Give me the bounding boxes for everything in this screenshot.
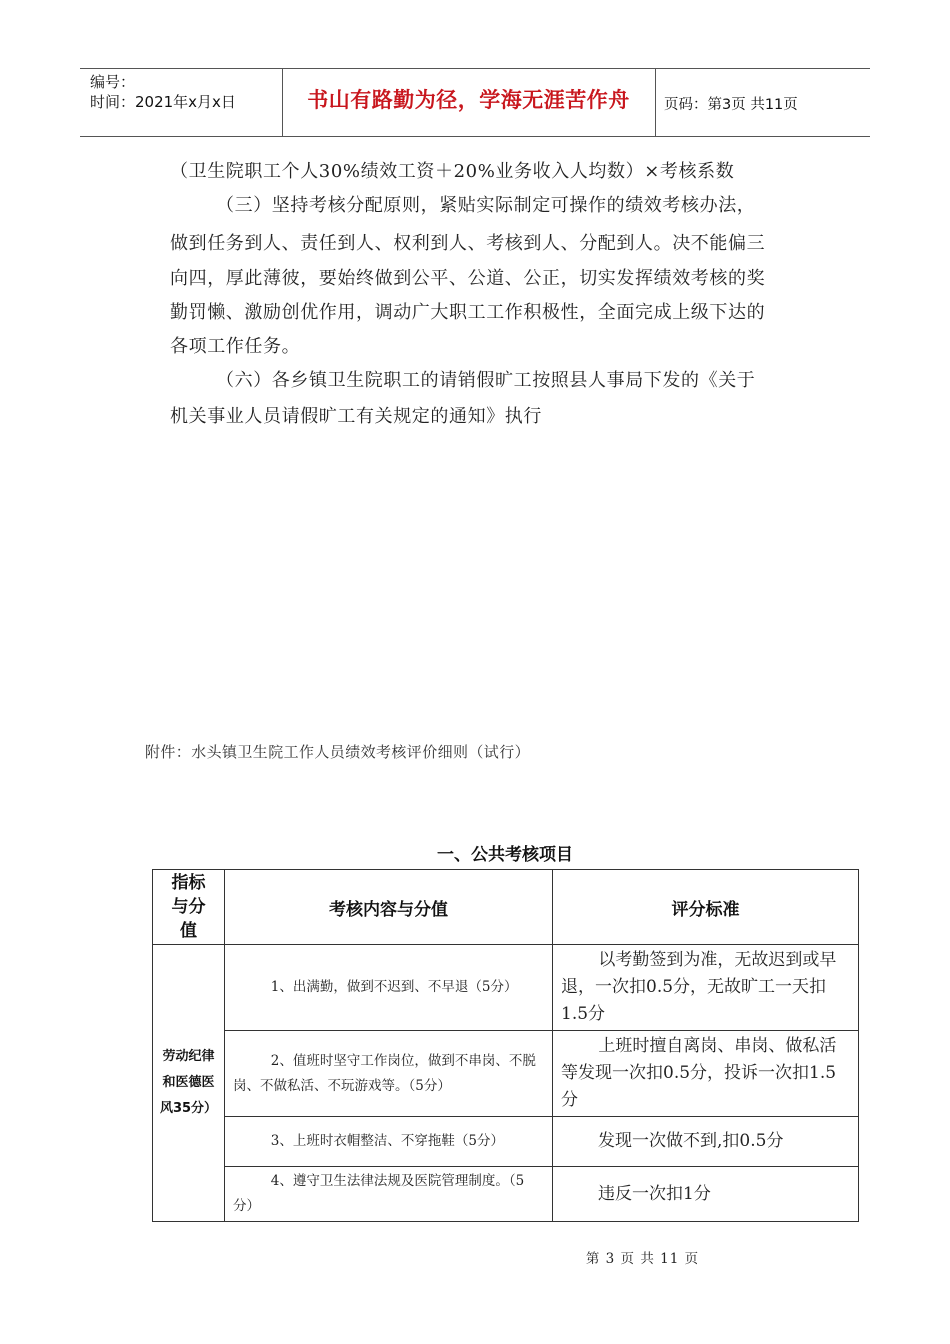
content-cell: 2、值班时坚守工作岗位，做到不串岗、不脱岗、不做私活、不玩游戏等。（5分） [225,1031,553,1117]
criterion-cell: 违反一次扣1分 [553,1167,859,1222]
paragraph-six-line-1: （六）各乡镇卫生院职工的请销假旷工按照县人事局下发的《关于 [216,370,756,391]
header-motto: 书山有路勤为径，学海无涯苦作舟 [307,88,630,112]
category-cell: 劳动纪律和医德医风35分） [153,945,225,1222]
table-row [153,1167,859,1222]
paragraph-three-line-5: 各项工作任务。 [170,336,301,357]
paragraph-three-line-1: （三）坚持考核分配原则，紧贴实际制定可操作的绩效考核办法， [216,195,756,216]
header-content: 考核内容与分值 [225,870,553,945]
document-number-label: 编号： [90,73,136,91]
header-divider-right [655,68,656,136]
content-cell: 4、遵守卫生法律法规及医院管理制度。（5分） [225,1167,553,1222]
formula-line: （卫生院职工个人30%绩效工资＋20%业务收入人均数）×考核系数 [170,161,735,182]
paragraph-three-line-2: 做到任务到人、责任到人、权利到人、考核到人、分配到人。决不能偏三 [170,233,766,254]
table-row [153,945,859,1031]
annex-title: 附件：水头镇卫生院工作人员绩效考核评价细则（试行） [145,743,531,761]
page-footer: 第 3 页 共 11 页 [585,1251,700,1267]
paragraph-six-line-2: 机关事业人员请假旷工有关规定的通知》执行 [170,406,542,427]
header-page-label: 页码：第3页 共11页 [664,97,798,113]
content-cell: 3、上班时衣帽整洁、不穿拖鞋（5分） [225,1117,553,1167]
criterion-cell: 以考勤签到为准，无故迟到或早退，一次扣0.5分，无故旷工一天扣1.5分 [553,945,859,1031]
header-top-rule [80,68,870,69]
paragraph-three-line-4: 勤罚懒、激励创优作用，调动广大职工工作积极性，全面完成上级下达的 [170,302,766,323]
document-date-label: 时间：2021年x月x日 [90,93,236,111]
table-row [153,1117,859,1167]
table-header-row [153,870,859,945]
table-row [153,1031,859,1117]
paragraph-three-line-3: 向四，厚此薄彼，要始终做到公平、公道、公正，切实发挥绩效考核的奖 [170,268,766,289]
table-title: 一、公共考核项目 [437,845,573,865]
criterion-cell: 发现一次做不到,扣0.5分 [553,1117,859,1167]
assessment-table [152,869,859,1222]
header-bottom-rule [80,136,870,137]
header-meta [90,72,236,112]
criterion-cell: 上班时擅自离岗、串岗、做私活等发现一次扣0.5分，投诉一次扣1.5分 [553,1031,859,1117]
header-indicator: 指标与分值 [153,870,225,945]
content-cell: 1、出满勤，做到不迟到、不早退（5分） [225,945,553,1031]
header-criteria: 评分标准 [553,870,859,945]
